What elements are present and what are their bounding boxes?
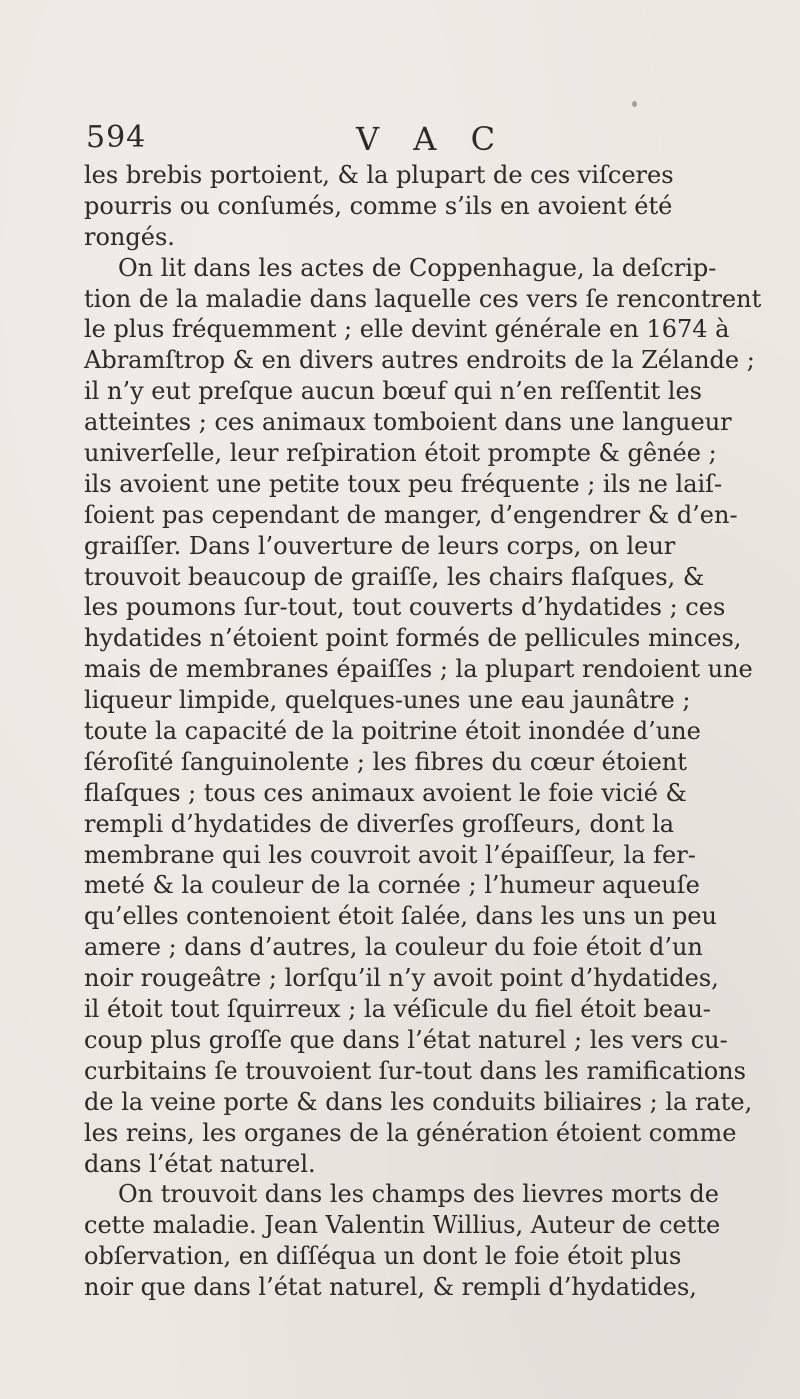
text-line: tion de la maladie dans laquelle ces vers ſe rencontrent xyxy=(84,284,762,313)
text-line: rempli d’hydatides de diverſes groſſeurs, dont la xyxy=(84,809,675,838)
text-line: graiſſer. Dans l’ouverture de leurs corps, on leur xyxy=(84,531,676,560)
text-line: coup plus groſſe que dans l’état naturel ; les vers cu- xyxy=(84,1025,728,1054)
body-text xyxy=(84,160,774,1303)
page-header xyxy=(86,120,716,162)
text-line: noir que dans l’état naturel, & rempli d’hydatides, xyxy=(84,1273,697,1302)
text-line: le plus fréquemment ; elle devint générale en 1674 à xyxy=(84,315,730,344)
text-line: curbitains ſe trouvoient ſur-tout dans les ramifications xyxy=(84,1056,746,1085)
text-line: univerſelle, leur reſpiration étoit prompte & gênée ; xyxy=(84,439,717,468)
text-line: trouvoit beaucoup de graiſſe, les chairs flaſques, & xyxy=(84,562,705,591)
text-line: mais de membranes épaiſſes ; la plupart rendoient une xyxy=(84,655,753,684)
text-line: obſervation, en diſſéqua un dont le foie étoit plus xyxy=(84,1242,682,1271)
text-line: il étoit tout ſquirreux ; la véſicule du fiel étoit beau- xyxy=(84,995,711,1024)
text-line: les brebis portoient, & la plupart de ces viſceres xyxy=(84,161,674,189)
text-line: qu’elles contenoient étoit ſalée, dans les uns un peu xyxy=(84,902,717,931)
running-head: V A C xyxy=(356,120,508,158)
text-line: atteintes ; ces animaux tomboient dans une langueur xyxy=(84,408,732,437)
text-line: liqueur limpide, quelques-unes une eau jaunâtre ; xyxy=(84,686,691,715)
text-line: ſéroſité ſanguinolente ; les fibres du cœur étoient xyxy=(84,747,687,776)
text-line: de la veine porte & dans les conduits biliaires ; la rate, xyxy=(84,1087,753,1116)
text-line: ſoient pas cependant de manger, d’engendrer & d’en- xyxy=(84,500,738,529)
text-line: toute la capacité de la poitrine étoit inondée d’une xyxy=(84,717,701,746)
ink-speck xyxy=(632,101,637,107)
page-number: 594 xyxy=(86,120,147,155)
text-line: flaſques ; tous ces animaux avoient le foie vicié & xyxy=(84,778,687,807)
paragraph-start-line: On lit dans les actes de Coppenhague, la deſcrip- xyxy=(118,253,717,282)
text-line: meté & la couleur de la cornée ; l’humeur aqueuſe xyxy=(84,871,700,900)
text-line: il n’y eut preſque aucun bœuf qui n’en reſſentit les xyxy=(84,377,702,406)
text-line: cette maladie. Jean Valentin Willius, Auteur de cette xyxy=(84,1211,721,1240)
paragraph-start-line: On trouvoit dans les champs des lievres morts de xyxy=(118,1180,719,1209)
text-line: dans l’état naturel. xyxy=(84,1149,316,1178)
text-line: les poumons ſur-tout, tout couverts d’hydatides ; ces xyxy=(84,593,726,622)
text-line: hydatides n’étoient point formés de pellicules minces, xyxy=(84,624,742,653)
text-line: membrane qui les couvroit avoit l’épaiſſeur, la fer- xyxy=(84,840,696,869)
text-line: ils avoient une petite toux peu fréquente ; ils ne laiſ- xyxy=(84,469,723,498)
text-line: noir rougeâtre ; lorſqu’il n’y avoit point d’hydatides, xyxy=(84,964,719,993)
text-line: les reins, les organes de la génération étoient comme xyxy=(84,1118,737,1147)
text-line: Abramſtrop & en divers autres endroits de la Zélande ; xyxy=(84,346,755,375)
text-line: rongés. xyxy=(84,222,175,251)
text-line: amere ; dans d’autres, la couleur du foie étoit d’un xyxy=(84,933,703,962)
text-line: pourris ou conſumés, comme s’ils en avoient été xyxy=(84,191,673,220)
